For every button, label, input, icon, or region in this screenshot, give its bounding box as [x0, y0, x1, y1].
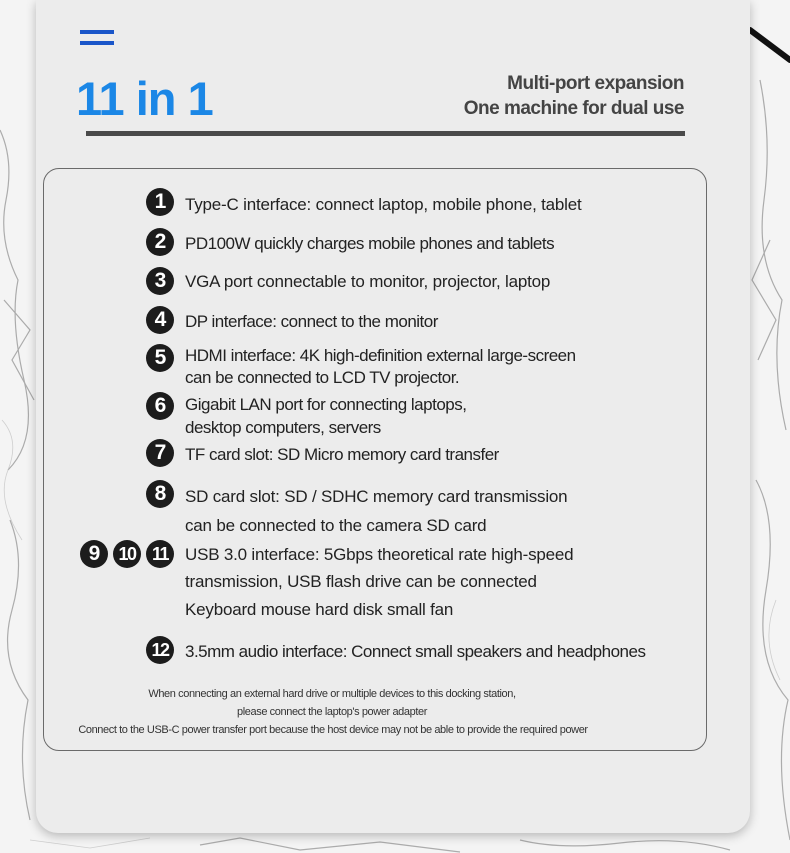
headline: 11 in 1 [76, 72, 213, 125]
note-line-1: When connecting an external hard drive or multiple devices to this docking station, [148, 688, 516, 700]
feature-6-text-line-1: Gigabit LAN port for connecting laptops, [185, 395, 467, 414]
feature-8-text-line-2: can be connected to the camera SD card [185, 516, 487, 535]
feature-5-text-line-2: can be connected to LCD TV projector. [185, 368, 460, 387]
feature-7-text: TF card slot: SD Micro memory card transfer [185, 445, 499, 464]
badge-3: 3 [146, 267, 174, 295]
feature-usb-text-line-3: Keyboard mouse hard disk small fan [185, 600, 454, 619]
feature-12-text: 3.5mm audio interface: Connect small speakers and headphones [185, 642, 646, 661]
feature-usb-text-line-1: USB 3.0 interface: 5Gbps theoretical rate high-speed [185, 545, 574, 564]
badge-2: 2 [146, 228, 174, 256]
badge-10: 10 [113, 540, 141, 568]
badge-6: 6 [146, 392, 174, 420]
badge-4: 4 [146, 306, 174, 334]
badge-8: 8 [146, 480, 174, 508]
feature-usb-text-line-2: transmission, USB flash drive can be connected [185, 572, 537, 591]
feature-2-text: PD100W quickly charges mobile phones and tablets [185, 234, 555, 253]
badge-7: 7 [146, 439, 174, 467]
feature-3-text: VGA port connectable to monitor, projector, laptop [185, 272, 551, 291]
tagline-line-1: Multi-port expansion [507, 73, 684, 94]
note-line-2: please connect the laptop's power adapter [237, 706, 427, 718]
feature-1-text: Type-C interface: connect laptop, mobile phone, tablet [185, 195, 582, 214]
feature-6-text-line-2: desktop computers, servers [185, 418, 381, 437]
hamburger-menu-icon [80, 30, 114, 46]
badge-1: 1 [146, 188, 174, 216]
note-line-3: Connect to the USB-C power transfer port because the host device may not be able to provide the required power [78, 724, 588, 736]
badge-11: 11 [146, 540, 174, 568]
feature-4-text: DP interface: connect to the monitor [185, 312, 438, 331]
tagline-line-2: One machine for dual use [463, 98, 684, 119]
divider [86, 131, 685, 136]
badge-9: 9 [80, 540, 108, 568]
badge-5: 5 [146, 344, 174, 372]
badge-12: 12 [146, 636, 174, 664]
feature-5-text-line-1: HDMI interface: 4K high-definition external large-screen [185, 346, 576, 365]
feature-8-text-line-1: SD card slot: SD / SDHC memory card transmission [185, 487, 568, 506]
